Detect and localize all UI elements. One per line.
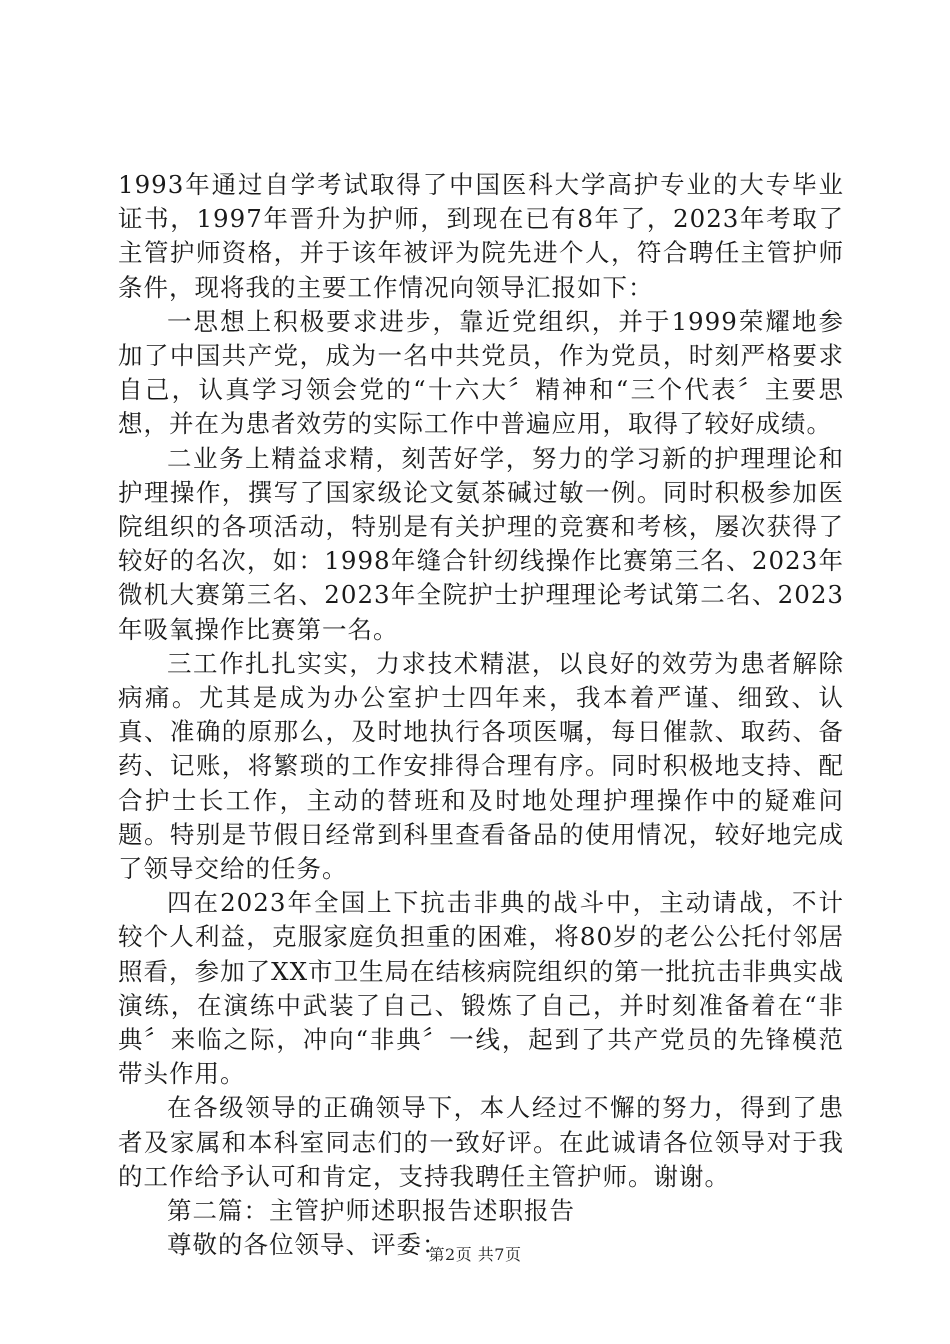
paragraph-sars: 四在2023年全国上下抗击非典的战斗中，主动请战，不计较个人利益，克服家庭负担重的困难，将80岁的老公公托付邻居照看，参加了XX市卫生局在结核病院组织的第一批抗击非典实战演练，在演练中武装了自己、锻炼了自己，并时刻准备着在“非典〞来临之际，冲向“非典〞一线，起到了共产党员的先锋模范带头作用。 [118,888,844,1089]
salutation: 尊敬的各位领导、评委： [167,1230,448,1260]
section-heading: 第二篇：主管护师述职报告述职报告 [167,1196,575,1226]
paragraph-intro: 1993年通过自学考试取得了中国医科大学高护专业的大专毕业证书，1997年晋升为护师，到现在已有8年了，2023年考取了主管护师资格，并于该年被评为院先进个人，符合聘任主管护师条件，现将我的主要工作情况向领导汇报如下： [118,170,844,302]
paragraph-conclusion: 在各级领导的正确领导下，本人经过不懈的努力，得到了患者及家属和本科室同志们的一致好评。在此诚请各位领导对于我的工作给予认可和肯定，支持我聘任主管护师。谢谢。 [118,1093,844,1191]
paragraph-professional: 二业务上精益求精，刻苦好学，努力的学习新的护理理论和护理操作，撰写了国家级论文氨茶碱过敏一例。同时积极参加医院组织的各项活动，特别是有关护理的竞赛和考核，屡次获得了较好的名次，如：1998年缝合针纫线操作比赛第三名、2023年微机大赛第三名、2023年全院护士护理理论考试第二名、2023年吸氧操作比赛第一名。 [118,443,844,644]
paragraph-work: 三工作扎扎实实，力求技术精湛，以良好的效劳为患者解除病痛。尤其是成为办公室护士四年来，我本着严谨、细致、认真、准确的原那么，及时地执行各项医嘱，每日催款、取药、备药、记账，将繁琐的工作安排得合理有序。同时积极地支持、配合护士长工作，主动的替班和及时地处理护理操作中的疑难问题。特别是节假日经常到科里查看备品的使用情况，较好地完成了领导交给的任务。 [118,648,844,884]
document-body [118,168,844,1263]
page-number: 第2页 共7页 [428,1245,522,1264]
paragraph-political: 一思想上积极要求进步，靠近党组织，并于1999荣耀地参加了中国共产党，成为一名中共党员，作为党员，时刻严格要求自己，认真学习领会党的“十六大〞精神和“三个代表〞主要思想，并在为患者效劳的实际工作中普遍应用，取得了较好成绩。 [118,306,844,439]
